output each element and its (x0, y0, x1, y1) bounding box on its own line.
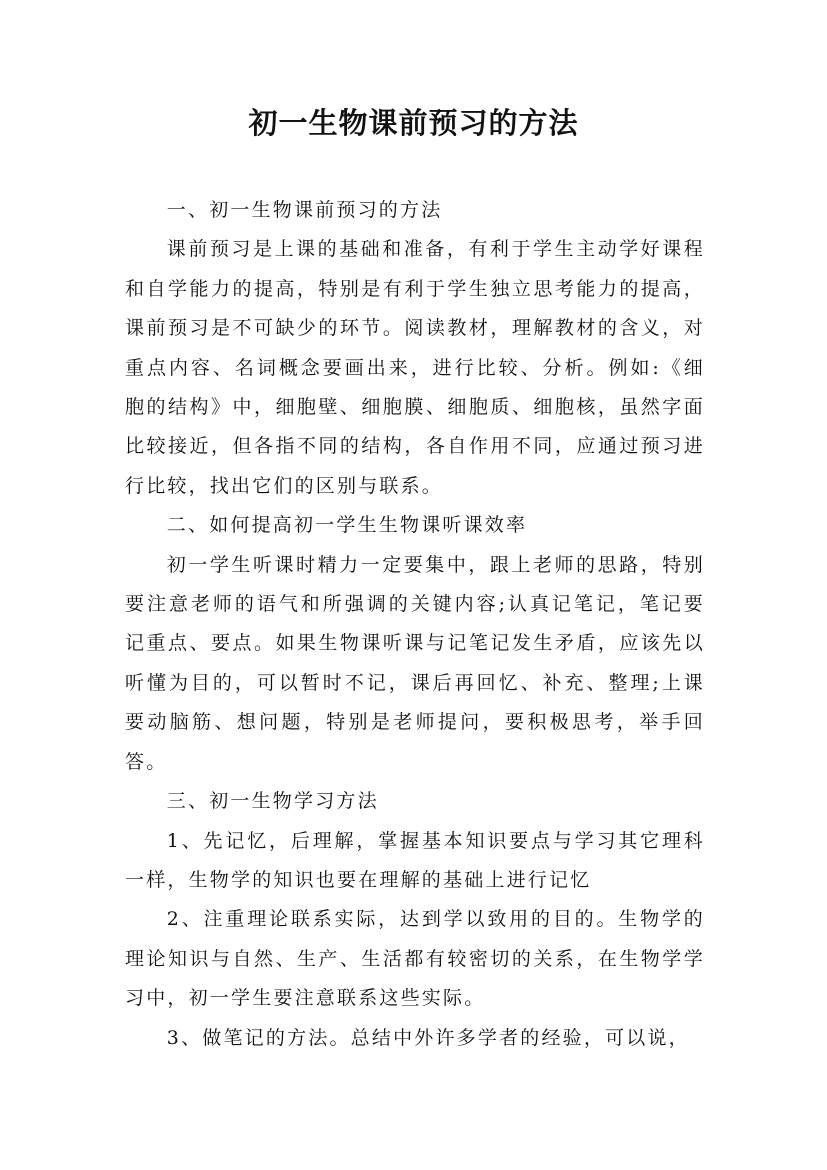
document-title: 初一生物课前预习的方法 (248, 106, 579, 140)
paragraph-method-2: 2、注重理论联系实际，达到学以致用的目的。生物学的理论知识与自然、生产、生活都有较密切的关系，在生物学学习中，初一学生要注意联系这些实际。 (125, 908, 705, 1010)
paragraph-listening-efficiency: 初一学生听课时精力一定要集中，跟上老师的思路，特别要注意老师的语气和所强调的关键内容;认真记笔记，笔记要记重点、要点。如果生物课听课与记笔记发生矛盾，应该先以听懂为目的，可以暂时不记，课后再回忆、补充、整理;上课要动脑筋、想问题，特别是老师提问，要积极思考，举手回答。 (125, 553, 705, 773)
section-heading-1: 一、初一生物课前预习的方法 (166, 199, 443, 221)
paragraph-method-3: 3、做笔记的方法。总结中外许多学者的经验，可以说， (166, 1026, 690, 1049)
section-heading-3: 三、初一生物学习方法 (166, 790, 379, 813)
document-body (125, 191, 705, 1058)
paragraph-preview-importance: 课前预习是上课的基础和准备，有利于学生主动学好课程和自学能力的提高，特别是有利于学生独立思考能力的提高，课前预习是不可缺少的环节。阅读教材，理解教材的含义，对重点内容、名词概念要画出来，进行比较、分析。例如:《细胞的结构》中，细胞壁、细胞膜、细胞质、细胞核，虽然字面比较接近，但各指不同的结构，各自作用不同，应通过预习进行比较，找出它们的区别与联系。 (125, 238, 705, 497)
paragraph-method-1: 1、先记忆，后理解，掌握基本知识要点与学习其它理科一样，生物学的知识也要在理解的基础上进行记忆 (125, 829, 705, 891)
section-heading-2: 二、如何提高初一学生生物课听课效率 (166, 514, 528, 537)
